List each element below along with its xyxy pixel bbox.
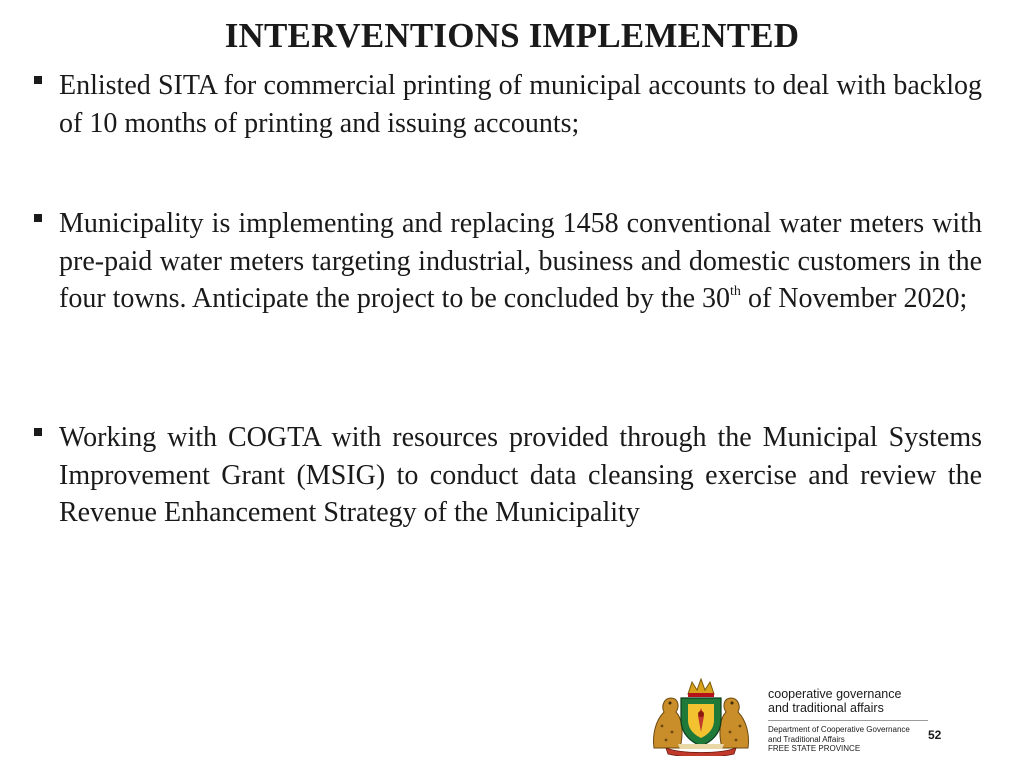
bullet-text-part: Municipality is implementing and replacing 1458 conventional water meters with pre-paid water meters targeting industrial, business and domestic customers in the four towns. Anticipate the project to be concluded by the 30 (59, 208, 982, 314)
bullet-item-water-meters (34, 205, 982, 318)
page-number: 52 (928, 728, 942, 742)
province-name: FREE STATE PROVINCE (768, 744, 861, 753)
ordinal-superscript: th (730, 284, 741, 299)
slide-title: INTERVENTIONS IMPLEMENTED (224, 16, 800, 55)
bullet-item-cogta (34, 419, 982, 532)
bullet-text: Enlisted SITA for commercial printing of municipal accounts to deal with backlog of 10 months of printing and issuing accounts; (59, 70, 982, 139)
department-line2: and Traditional Affairs (768, 734, 845, 744)
department-line1: Department of Cooperative Governance (768, 725, 910, 734)
bullet-text (59, 205, 982, 318)
free-state-coat-of-arms-icon (648, 674, 754, 756)
org-name-line2: and traditional affairs (768, 701, 884, 715)
square-bullet-icon (34, 428, 42, 436)
bullet-item-sita (34, 67, 982, 142)
square-bullet-icon (34, 214, 42, 222)
bullet-text-part: of November 2020; (740, 283, 968, 314)
bullet-text: Working with COGTA with resources provided through the Municipal Systems Improvement Grant (MSIG) to conduct data cleansing exercise and review the Revenue Enhancement Strategy of the Municipality (59, 422, 982, 528)
square-bullet-icon (34, 76, 42, 84)
org-name-line1: cooperative governance (768, 687, 902, 701)
department-branding (768, 687, 928, 754)
branding-divider (768, 720, 928, 721)
